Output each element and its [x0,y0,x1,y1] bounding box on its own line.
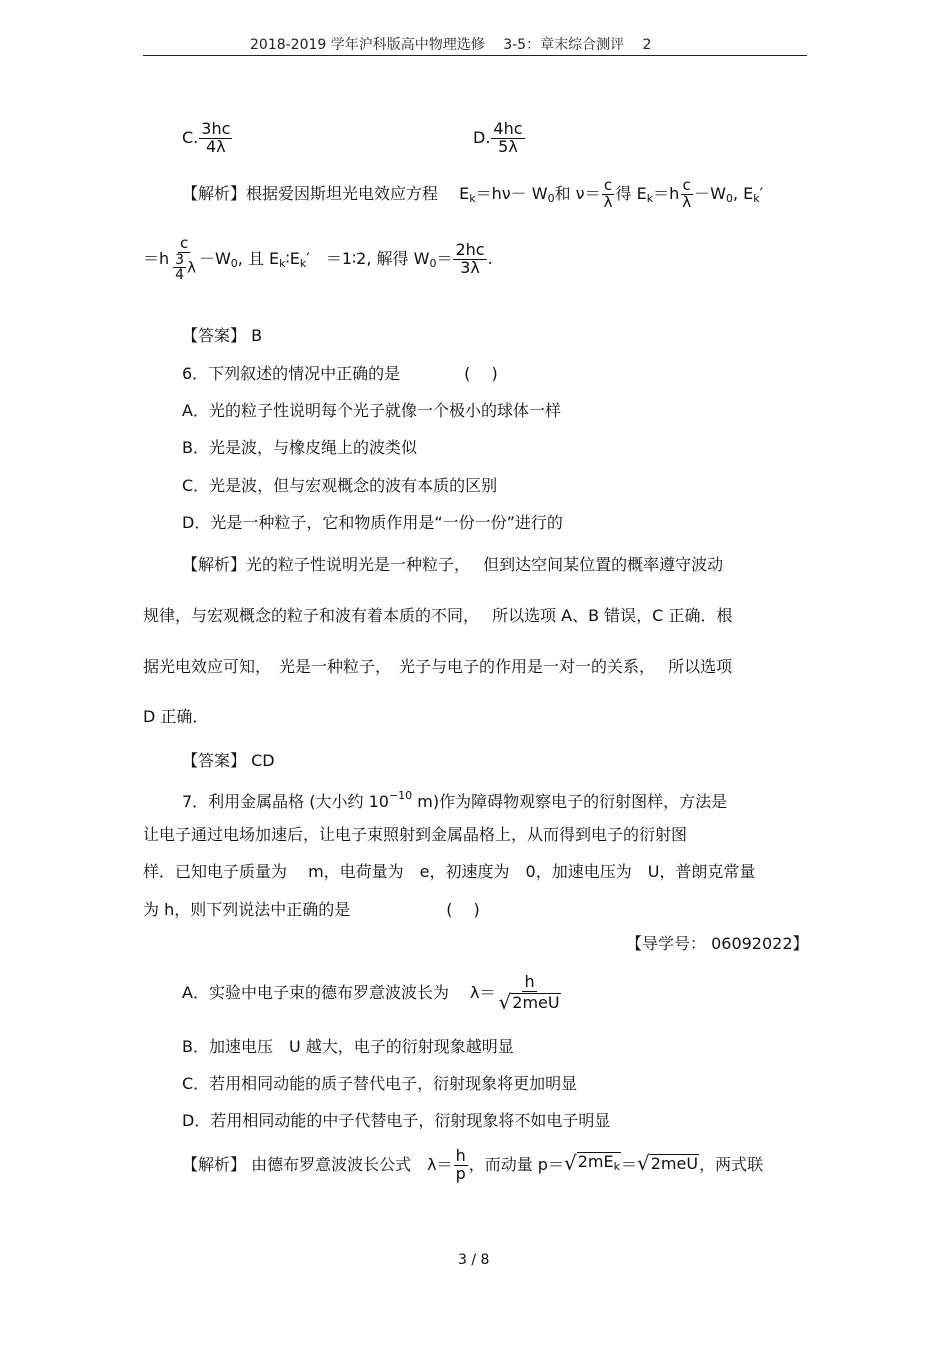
fraction [173,253,186,283]
square-root [636,1150,699,1175]
q6-answer: 【答案】 CD [182,751,275,770]
q7-option-d: D．若用相同动能的中子代替电子，衍射现象将不如电子明显 [182,1111,611,1130]
subscript: k [613,1159,620,1173]
square-root [564,1152,621,1173]
text: －W [198,249,231,269]
fraction [497,974,563,1013]
text: ＝ [620,1154,637,1174]
q7-analysis-line1 [182,1148,763,1183]
q5-answer: 【答案】 B [182,326,263,345]
q5-option-d [473,121,526,156]
subscript: k [646,191,654,205]
subscript: 0 [547,191,555,205]
numerator: h [455,1146,466,1165]
radicand: 2meU [650,1154,699,1174]
text: ＝h [653,183,680,203]
text: A．实验中电子束的德布罗意波波长为 λ＝ [182,982,496,1002]
text: －W [694,183,726,203]
text: , E [732,183,754,203]
q7-option-a [182,974,564,1013]
radical-sign: √ [636,1150,650,1175]
denominator: λ [603,192,613,211]
text: ′ ＝1∶2, 解得 W [306,249,430,269]
lambda: λ [187,258,196,277]
subscript: k [469,191,476,205]
radicand [577,1152,621,1173]
text: 【解析】根据爱因斯坦光电效应方程 E [182,183,470,203]
radical-sign: √ [563,1150,577,1175]
radical-sign: √ [498,989,512,1014]
subscript: 0 [429,257,437,271]
q6-stem: 6．下列叙述的情况中正确的是 ( ) [182,364,498,383]
subscript: k [299,257,307,271]
fraction [680,178,693,211]
q6-option-a: A．光的粒子性说明每个光子就像一个极小的球体一样 [182,401,561,420]
fraction [453,242,486,277]
q7-stem-line3: 样．已知电子质量为 m，电荷量为 e，初速度为 0，加速电压为 U，普朗克常量 [143,862,756,881]
page-number: 3 / 8 [458,1252,490,1268]
fraction [454,1148,468,1183]
q6-analysis-line4: D 正确． [143,707,209,726]
subscript: 0 [725,191,733,205]
header-rule [143,55,807,56]
subscript: k [753,191,760,205]
option-label: D. [473,127,491,147]
denominator: 3λ [460,258,480,278]
option-label: C. [182,127,199,147]
text: 和 ν＝ [554,183,601,203]
denominator [497,989,563,1014]
text: ，而动量 p＝ [468,1154,564,1174]
q5-analysis-line1 [182,178,763,211]
denominator: p [455,1163,466,1183]
text: ′ [759,183,764,203]
text: ＝h [143,249,170,269]
q7-option-b: B．加速电压 U 越大，电子的衍射现象越明显 [182,1037,514,1056]
running-header: 2018-2019 学年沪科版高中物理选修 3-5：章末综合测评 2 [250,37,652,53]
text: ＝hν－ W [475,183,548,203]
text: 2mE [577,1151,614,1171]
q7-stem-line2: 让电子通过电场加速后，让电子束照射到金属晶格上，从而得到电子的衍射图 [143,825,688,844]
text: ＝ [436,249,453,269]
q7-stem-line4: 为 h，则下列说法中正确的是 ( ) [143,900,480,919]
text: 得 E [615,183,647,203]
subscript: k [279,257,286,271]
denominator [170,253,198,283]
numerator: c [682,176,691,194]
q7-stem-line1 [182,789,727,811]
q6-analysis-line1: 【解析】光的粒子性说明光是一种粒子， 但到达空间某位置的概率遵守波动 [182,555,724,574]
subscript: 0 [230,257,238,271]
numerator: 4hc [493,119,523,138]
text: ∶E [285,249,300,269]
numerator: h [524,972,535,991]
text: , 且 E [237,249,280,269]
q5-analysis-line2 [143,236,493,283]
fraction [491,121,524,156]
nested-fraction [170,236,198,283]
guide-number: 【导学号： 06092022】 [626,934,809,953]
numerator: 2hc [455,240,485,260]
superscript: −10 [388,789,413,802]
q6-analysis-line3: 据光电效应可知， 光是一种粒子， 光子与电子的作用是一对一的关系， 所以选项 [143,657,733,676]
denominator: 5λ [498,136,518,156]
fraction [602,178,615,211]
radicand: 2meU [512,993,560,1013]
q6-analysis-line2: 规律，与宏观概念的粒子和波有着本质的不同， 所以选项 A、B 错误，C 正确．根 [143,606,733,625]
numerator: c [603,176,613,194]
denominator: λ [682,192,692,211]
text: ，两式联 [699,1154,764,1174]
q5-option-c [182,121,233,156]
square-root [498,989,561,1014]
numerator: c [179,234,189,252]
numerator: 3hc [201,119,231,138]
q6-option-b: B．光是波，与橡皮绳上的波类似 [182,438,417,457]
denominator: 4λ [206,136,226,156]
text: 【解析】 由德布罗意波波长公式 λ＝ [182,1154,453,1174]
text: 7．利用金属晶格 (大小约 10 [182,792,389,811]
text: m)作为障碍物观察电子的衍射图样，方法是 [412,792,728,811]
denominator: 4 [175,267,185,284]
q7-option-c: C．若用相同动能的质子替代电子，衍射现象将更加明显 [182,1074,578,1093]
q6-option-d: D．光是一种粒子，它和物质作用是“一份一份”进行的 [182,513,563,532]
numerator: 3 [175,251,185,268]
q6-option-c: C．光是波，但与宏观概念的波有本质的区别 [182,476,498,495]
fraction [199,121,232,156]
text: . [487,249,493,269]
